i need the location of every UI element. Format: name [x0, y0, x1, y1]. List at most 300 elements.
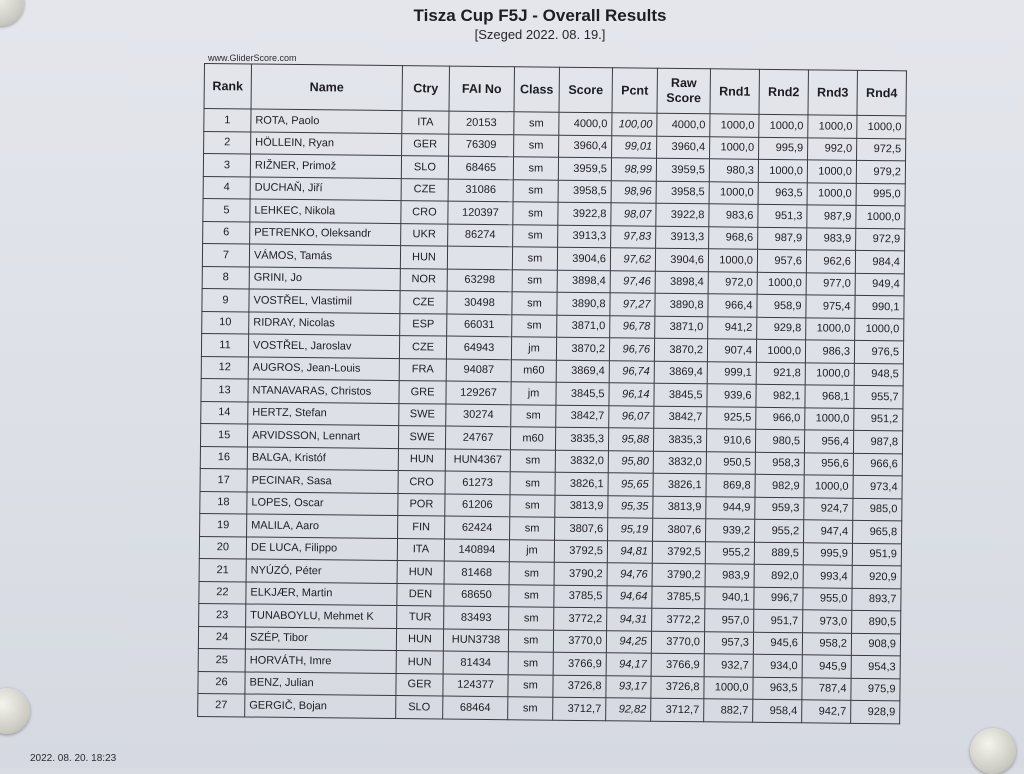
rank-cell: 6	[203, 221, 250, 244]
pcnt-cell: 95,65	[608, 473, 653, 496]
rnd1-cell: 972,0	[708, 271, 757, 294]
class-cell: jm	[511, 337, 556, 360]
fai-no-cell: 61273	[445, 471, 510, 494]
rnd2-cell: 1000,0	[756, 339, 805, 362]
rnd2-cell: 995,9	[759, 137, 808, 160]
raw-score-cell: 3726,8	[651, 676, 704, 699]
rank-cell: 19	[200, 513, 247, 536]
pcnt-cell: 94,81	[607, 540, 652, 563]
rnd3-cell: 1000,0	[804, 475, 853, 498]
name-cell: PETRENKO, Oleksandr	[250, 221, 401, 245]
class-cell: sm	[512, 247, 557, 270]
class-cell: m60	[511, 359, 556, 382]
class-cell: sm	[511, 404, 556, 427]
rank-cell: 12	[201, 356, 248, 379]
rnd1-cell: 1000,0	[710, 136, 759, 159]
raw-score-cell: 3871,0	[655, 316, 708, 339]
rank-cell: 8	[202, 266, 249, 289]
score-cell: 3871,0	[557, 315, 610, 338]
rnd3-cell: 1000,0	[805, 362, 854, 385]
pcnt-cell: 98,96	[611, 180, 656, 203]
fai-no-cell: 24767	[445, 426, 510, 449]
pcnt-cell: 96,78	[610, 315, 655, 338]
rank-cell: 7	[202, 243, 249, 266]
rnd2-cell: 929,8	[757, 317, 806, 340]
raw-score-cell: 3904,6	[655, 248, 708, 271]
rnd4-cell: 973,4	[853, 475, 902, 498]
country-cell: GER	[402, 133, 449, 156]
name-cell: RIŽNER, Primož	[250, 154, 401, 178]
pcnt-cell: 94,31	[607, 608, 652, 631]
fai-no-cell: 30274	[446, 404, 511, 427]
rnd4-cell: 1000,0	[856, 205, 905, 228]
rnd4-cell: 965,8	[853, 520, 902, 543]
score-cell: 3785,5	[554, 585, 607, 608]
rnd4-cell: 951,2	[854, 408, 903, 431]
pcnt-cell: 97,62	[610, 248, 655, 271]
event-subtitle: [Szeged 2022. 08. 19.]	[474, 27, 606, 42]
raw-score-cell: 3869,4	[654, 361, 707, 384]
rnd1-cell: 980,3	[709, 159, 758, 182]
col-rnd4: Rnd4	[857, 70, 906, 116]
rank-cell: 21	[199, 558, 246, 581]
rnd1-cell: 939,6	[707, 384, 756, 407]
rnd2-cell: 958,4	[753, 699, 802, 722]
col-rnd3: Rnd3	[808, 70, 857, 116]
rnd2-cell: 951,7	[754, 609, 803, 632]
rnd3-cell: 1000,0	[806, 317, 855, 340]
score-cell: 3826,1	[555, 472, 608, 495]
score-cell: 3913,3	[558, 225, 611, 248]
rnd4-cell: 984,4	[855, 250, 904, 273]
class-cell: sm	[514, 112, 559, 135]
raw-score-cell: 3832,0	[653, 451, 706, 474]
name-cell: ARVIDSSON, Lennart	[247, 424, 398, 448]
rnd4-cell: 890,5	[852, 610, 901, 633]
score-cell: 3922,8	[558, 202, 611, 225]
rnd3-cell: 942,7	[802, 700, 851, 723]
pcnt-cell: 94,64	[607, 585, 652, 608]
raw-score-cell: 3772,2	[652, 608, 705, 631]
class-cell: sm	[508, 629, 553, 652]
country-cell: CRO	[401, 201, 448, 224]
class-cell: sm	[513, 224, 558, 247]
fai-no-cell: 30498	[447, 291, 512, 314]
score-cell: 3766,9	[553, 652, 606, 675]
col-raw-score: Raw Score	[657, 68, 710, 114]
name-cell: GERGIČ, Bojan	[245, 694, 396, 718]
rnd1-cell: 968,6	[709, 226, 758, 249]
fai-no-cell: HUN4367	[445, 449, 510, 472]
raw-score-cell: 3959,5	[656, 158, 709, 181]
col-name: Name	[251, 64, 402, 111]
name-cell: PECINAR, Sasa	[247, 469, 398, 493]
name-cell: NTANAVARAS, Christos	[248, 379, 399, 403]
country-cell: ITA	[402, 111, 449, 134]
rnd1-cell: 957,3	[704, 631, 753, 654]
country-cell: FIN	[398, 516, 445, 539]
fai-no-cell: 76309	[449, 134, 514, 157]
fai-no-cell: 81434	[443, 651, 508, 674]
col-rank: Rank	[204, 64, 251, 109]
name-cell: HORVÁTH, Imre	[245, 649, 396, 673]
rank-cell: 14	[201, 401, 248, 424]
raw-score-cell: 3712,7	[651, 698, 704, 721]
country-cell: DEN	[397, 583, 444, 606]
rnd3-cell: 977,0	[806, 272, 855, 295]
country-cell: POR	[398, 493, 445, 516]
rank-cell: 23	[199, 603, 246, 626]
rnd3-cell: 1000,0	[807, 160, 856, 183]
country-cell: UKR	[401, 223, 448, 246]
rank-cell: 16	[200, 446, 247, 469]
rnd4-cell: 990,1	[855, 295, 904, 318]
country-cell: NOR	[400, 268, 447, 291]
name-cell: NYÚZÓ, Péter	[246, 559, 397, 583]
class-cell: jm	[509, 539, 554, 562]
country-cell: HUN	[397, 561, 444, 584]
raw-score-cell: 3835,3	[653, 428, 706, 451]
country-cell: ESP	[400, 313, 447, 336]
raw-score-cell: 3842,7	[654, 406, 707, 429]
pcnt-cell: 96,76	[609, 338, 654, 361]
score-cell: 3772,2	[554, 607, 607, 630]
fai-no-cell: 124377	[443, 674, 508, 697]
rnd3-cell: 955,0	[803, 587, 852, 610]
name-cell: MALILA, Aaro	[247, 514, 398, 538]
score-cell: 3869,4	[556, 360, 609, 383]
rnd2-cell: 921,8	[756, 362, 805, 385]
rnd4-cell: 972,9	[856, 228, 905, 251]
rank-cell: 27	[198, 693, 245, 716]
fai-no-cell: 68464	[443, 696, 508, 719]
raw-score-cell: 3785,5	[652, 586, 705, 609]
rnd2-cell: 966,0	[756, 407, 805, 430]
rank-cell: 10	[202, 311, 249, 334]
fai-no-cell: 68465	[448, 156, 513, 179]
class-cell: jm	[511, 382, 556, 405]
rnd3-cell: 968,1	[805, 385, 854, 408]
col-ctry: Ctry	[402, 66, 449, 111]
country-cell: HUN	[400, 246, 447, 269]
name-cell: AUGROS, Jean-Louis	[248, 356, 399, 380]
rank-cell: 11	[201, 333, 248, 356]
rnd1-cell: 944,9	[706, 496, 755, 519]
rnd1-cell: 983,6	[709, 204, 758, 227]
rank-cell: 2	[204, 131, 251, 154]
score-cell: 3870,2	[556, 337, 609, 360]
fai-no-cell: 61206	[445, 494, 510, 517]
country-cell: CRO	[398, 471, 445, 494]
class-cell: sm	[509, 607, 554, 630]
pcnt-cell: 94,17	[606, 653, 651, 676]
rnd1-cell: 950,5	[706, 451, 755, 474]
fai-no-cell: 66031	[447, 314, 512, 337]
fai-no-cell: 81468	[444, 561, 509, 584]
rnd4-cell: 987,8	[853, 430, 902, 453]
rnd4-cell: 920,9	[852, 565, 901, 588]
pcnt-cell: 99,01	[612, 135, 657, 158]
country-cell: GER	[396, 673, 443, 696]
rank-cell: 22	[199, 581, 246, 604]
country-cell: CZE	[401, 178, 448, 201]
pcnt-cell: 96,74	[609, 360, 654, 383]
rank-cell: 20	[199, 536, 246, 559]
rnd3-cell: 993,4	[803, 565, 852, 588]
score-cell: 3712,7	[553, 697, 606, 720]
rank-cell: 4	[203, 176, 250, 199]
class-cell: sm	[513, 202, 558, 225]
class-cell: sm	[509, 584, 554, 607]
fai-no-cell: 129267	[446, 381, 511, 404]
raw-score-cell: 3770,0	[651, 631, 704, 654]
col-rnd2: Rnd2	[759, 69, 808, 115]
rnd1-cell: 869,8	[706, 474, 755, 497]
rank-cell: 15	[200, 423, 247, 446]
name-cell: VÁMOS, Tamás	[249, 244, 400, 268]
class-cell: sm	[512, 292, 557, 315]
col-rnd1: Rnd1	[710, 69, 759, 115]
rnd2-cell: 955,2	[755, 519, 804, 542]
pcnt-cell: 94,76	[607, 563, 652, 586]
rnd3-cell: 956,4	[804, 430, 853, 453]
rnd3-cell: 992,0	[808, 137, 857, 160]
score-cell: 3726,8	[553, 675, 606, 698]
score-cell: 3807,6	[555, 517, 608, 540]
country-cell: SLO	[396, 696, 443, 719]
country-cell: HUN	[398, 448, 445, 471]
name-cell: SZÉP, Tibor	[245, 626, 396, 650]
rank-cell: 1	[204, 109, 251, 132]
rank-cell: 9	[202, 288, 249, 311]
rnd2-cell: 1000,0	[759, 114, 808, 137]
rnd3-cell: 973,0	[803, 610, 852, 633]
results-body	[198, 109, 906, 724]
score-cell: 3842,7	[556, 405, 609, 428]
raw-score-cell: 3845,5	[654, 383, 707, 406]
rnd3-cell: 924,7	[804, 497, 853, 520]
rnd2-cell: 963,5	[753, 677, 802, 700]
raw-score-cell: 3960,4	[657, 136, 710, 159]
fai-no-cell: 64943	[446, 336, 511, 359]
fai-no-cell: 94087	[446, 359, 511, 382]
rnd1-cell: 999,1	[707, 361, 756, 384]
name-cell: VOSTŘEL, Vlastimil	[249, 289, 400, 313]
rnd3-cell: 986,3	[805, 340, 854, 363]
name-cell: RIDRAY, Nicolas	[249, 311, 400, 335]
fai-no-cell: 140894	[444, 539, 509, 562]
pushpin-bottom-right	[970, 728, 1016, 774]
score-cell: 3845,5	[556, 382, 609, 405]
class-cell: sm	[510, 449, 555, 472]
rnd4-cell: 995,0	[856, 183, 905, 206]
source-website: www.GliderScore.com	[208, 53, 297, 63]
col-score: Score	[559, 67, 612, 113]
class-cell: sm	[513, 157, 558, 180]
class-cell: sm	[512, 314, 557, 337]
raw-score-cell: 3913,3	[656, 226, 709, 249]
rnd3-cell: 945,9	[802, 655, 851, 678]
rnd3-cell: 1000,0	[807, 182, 856, 205]
fai-no-cell	[447, 246, 512, 269]
name-cell: HÖLLEIN, Ryan	[251, 131, 402, 155]
rnd2-cell: 958,3	[755, 452, 804, 475]
rnd3-cell: 787,4	[802, 677, 851, 700]
rnd2-cell: 987,9	[758, 227, 807, 250]
pcnt-cell: 98,07	[611, 203, 656, 226]
rnd1-cell: 1000,0	[704, 676, 753, 699]
class-cell: sm	[508, 674, 553, 697]
rnd1-cell: 939,2	[706, 519, 755, 542]
rnd3-cell: 958,2	[802, 632, 851, 655]
score-cell: 3832,0	[555, 450, 608, 473]
fai-no-cell: 86274	[448, 224, 513, 247]
rnd2-cell: 996,7	[754, 587, 803, 610]
country-cell: TUR	[397, 606, 444, 629]
rnd2-cell: 1000,0	[758, 159, 807, 182]
pcnt-cell: 96,14	[609, 383, 654, 406]
rnd1-cell: 925,5	[707, 406, 756, 429]
rank-cell: 18	[200, 491, 247, 514]
rnd4-cell: 975,9	[851, 678, 900, 701]
score-cell: 4000,0	[559, 112, 612, 135]
raw-score-cell: 3826,1	[653, 473, 706, 496]
header-row	[204, 64, 906, 116]
name-cell: LEHKEC, Nikola	[250, 199, 401, 223]
fai-no-cell: 31086	[448, 179, 513, 202]
name-cell: HERTZ, Stefan	[248, 401, 399, 425]
rnd2-cell: 980,5	[755, 429, 804, 452]
score-cell: 3959,5	[558, 157, 611, 180]
raw-score-cell: 3790,2	[652, 563, 705, 586]
fai-no-cell: 120397	[448, 201, 513, 224]
score-cell: 3898,4	[557, 270, 610, 293]
score-cell: 3813,9	[555, 495, 608, 518]
rnd4-cell: 951,9	[852, 543, 901, 566]
rank-cell: 13	[201, 378, 248, 401]
rank-cell: 25	[198, 648, 245, 671]
rnd3-cell: 1000,0	[805, 407, 854, 430]
rnd3-cell: 983,9	[807, 227, 856, 250]
rank-cell: 17	[200, 468, 247, 491]
raw-score-cell: 3890,8	[655, 293, 708, 316]
pcnt-cell: 97,83	[611, 225, 656, 248]
rnd4-cell: 1000,0	[855, 318, 904, 341]
rnd1-cell: 940,1	[705, 586, 754, 609]
rnd4-cell: 948,5	[854, 363, 903, 386]
rank-cell: 24	[198, 626, 245, 649]
name-cell: DE LUCA, Filippo	[246, 536, 397, 560]
pcnt-cell: 95,35	[608, 495, 653, 518]
score-cell: 3890,8	[557, 292, 610, 315]
rnd1-cell: 1000,0	[709, 181, 758, 204]
country-cell: CZE	[399, 336, 446, 359]
fai-no-cell: 62424	[445, 516, 510, 539]
name-cell: BALGA, Kristóf	[247, 446, 398, 470]
rnd4-cell: 985,0	[853, 498, 902, 521]
fai-no-cell: 83493	[444, 606, 509, 629]
name-cell: BENZ, Julian	[245, 671, 396, 695]
rnd4-cell: 928,9	[851, 700, 900, 723]
rnd2-cell: 963,5	[758, 182, 807, 205]
class-cell: sm	[510, 494, 555, 517]
fai-no-cell: 68650	[444, 584, 509, 607]
rnd1-cell: 882,7	[704, 699, 753, 722]
rank-cell: 3	[203, 154, 250, 177]
pcnt-cell: 94,25	[606, 630, 651, 653]
rnd4-cell: 955,7	[854, 385, 903, 408]
name-cell: DUCHAŇ, Jiří	[250, 176, 401, 200]
country-cell: FRA	[399, 358, 446, 381]
rnd1-cell: 1000,0	[710, 114, 759, 137]
pcnt-cell: 100,00	[612, 113, 657, 136]
rnd3-cell: 1000,0	[808, 115, 857, 138]
raw-score-cell: 3766,9	[651, 653, 704, 676]
rnd1-cell: 983,9	[705, 564, 754, 587]
rnd2-cell: 889,5	[754, 542, 803, 565]
rnd1-cell: 957,0	[705, 609, 754, 632]
print-timestamp: 2022. 08. 20. 18:23	[30, 753, 117, 764]
rnd1-cell: 932,7	[704, 654, 753, 677]
rnd1-cell: 941,2	[708, 316, 757, 339]
raw-score-cell: 3870,2	[654, 338, 707, 361]
rnd4-cell: 908,9	[851, 633, 900, 656]
class-cell: sm	[508, 697, 553, 720]
rnd2-cell: 957,6	[757, 249, 806, 272]
rnd3-cell: 947,4	[804, 520, 853, 543]
name-cell: TUNABOYLU, Mehmet K	[246, 604, 397, 628]
col-fai-no: FAI No	[449, 66, 514, 112]
fai-no-cell: 20153	[449, 111, 514, 134]
rank-cell: 5	[203, 198, 250, 221]
pcnt-cell: 97,27	[610, 293, 655, 316]
class-cell: m60	[510, 427, 555, 450]
rnd2-cell: 945,6	[753, 632, 802, 655]
rnd3-cell: 975,4	[806, 295, 855, 318]
raw-score-cell: 3792,5	[652, 541, 705, 564]
country-cell: GRE	[399, 381, 446, 404]
rnd2-cell: 959,3	[755, 497, 804, 520]
results-table	[197, 63, 907, 724]
class-cell: sm	[509, 562, 554, 585]
pcnt-cell: 95,88	[608, 428, 653, 451]
country-cell: HUN	[396, 628, 443, 651]
country-cell: CZE	[400, 291, 447, 314]
country-cell: SWE	[398, 426, 445, 449]
rnd4-cell: 949,4	[855, 273, 904, 296]
score-cell: 3960,4	[559, 135, 612, 158]
name-cell: LOPES, Oscar	[247, 491, 398, 515]
class-cell: sm	[513, 179, 558, 202]
pcnt-cell: 98,99	[611, 158, 656, 181]
rnd4-cell: 976,5	[854, 340, 903, 363]
raw-score-cell: 3813,9	[653, 496, 706, 519]
rank-cell: 26	[198, 671, 245, 694]
raw-score-cell: 3922,8	[656, 203, 709, 226]
rnd4-cell: 972,5	[857, 138, 906, 161]
rnd4-cell: 893,7	[852, 588, 901, 611]
score-cell: 3790,2	[554, 562, 607, 585]
rnd2-cell: 892,0	[754, 564, 803, 587]
rnd4-cell: 1000,0	[857, 115, 906, 138]
rnd4-cell: 979,2	[856, 160, 905, 183]
name-cell: GRINI, Jo	[249, 266, 400, 290]
name-cell: ROTA, Paolo	[251, 109, 402, 133]
pcnt-cell: 93,17	[606, 675, 651, 698]
rnd1-cell: 955,2	[705, 541, 754, 564]
score-cell: 3958,5	[558, 180, 611, 203]
col-pcnt: Pcnt	[612, 68, 657, 113]
